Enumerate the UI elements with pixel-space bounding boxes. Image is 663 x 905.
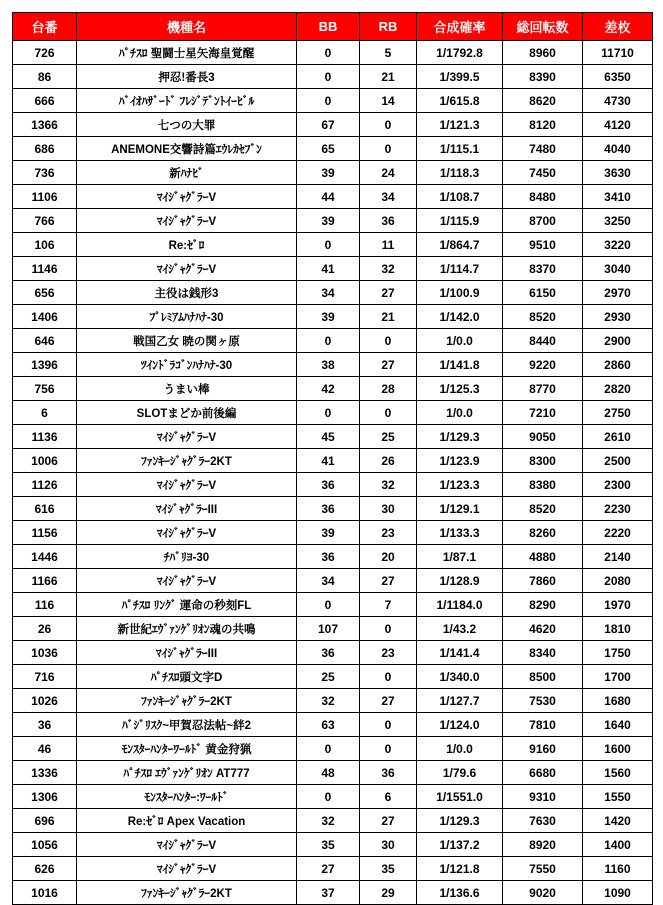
total-spins-cell: 8440: [503, 329, 583, 353]
rb-cell: 0: [360, 137, 417, 161]
bb-cell: 107: [297, 617, 360, 641]
medal-difference-cell: 2500: [583, 449, 653, 473]
table-row[interactable]: [13, 545, 653, 569]
rb-cell: 6: [360, 785, 417, 809]
rb-cell: 32: [360, 473, 417, 497]
rb-cell: 23: [360, 521, 417, 545]
medal-difference-cell: 1700: [583, 665, 653, 689]
total-spins-cell: 4620: [503, 617, 583, 641]
table-row[interactable]: [13, 593, 653, 617]
combined-rate-cell: 1/118.3: [417, 161, 503, 185]
rb-cell: 11: [360, 233, 417, 257]
machine-name-cell: 主役は銭形3: [77, 281, 297, 305]
combined-rate-cell: 1/115.1: [417, 137, 503, 161]
total-spins-cell: 8370: [503, 257, 583, 281]
machine-number-cell: 756: [13, 377, 77, 401]
table-row[interactable]: [13, 881, 653, 905]
rb-cell: 25: [360, 425, 417, 449]
machine-number-cell: 1306: [13, 785, 77, 809]
bb-cell: 36: [297, 641, 360, 665]
total-spins-cell: 4880: [503, 545, 583, 569]
rb-cell: 29: [360, 881, 417, 905]
combined-rate-cell: 1/1792.8: [417, 41, 503, 65]
table-row[interactable]: [13, 497, 653, 521]
combined-rate-cell: 1/129.1: [417, 497, 503, 521]
medal-difference-cell: 2140: [583, 545, 653, 569]
rb-cell: 7: [360, 593, 417, 617]
combined-rate-cell: 1/399.5: [417, 65, 503, 89]
machine-name-cell: ﾓﾝｽﾀｰﾊﾝﾀｰﾜｰﾙﾄﾞ 黄金狩猟: [77, 737, 297, 761]
machine-number-cell: 1406: [13, 305, 77, 329]
machine-name-cell: ﾂｲﾝﾄﾞﾗｺﾞﾝﾊﾅﾊﾅ-30: [77, 353, 297, 377]
combined-rate-cell: 1/133.3: [417, 521, 503, 545]
bb-cell: 39: [297, 161, 360, 185]
table-body: [13, 41, 653, 905]
combined-rate-cell: 1/129.3: [417, 809, 503, 833]
medal-difference-cell: 2820: [583, 377, 653, 401]
total-spins-cell: 8520: [503, 497, 583, 521]
machine-name-cell: ﾁﾊﾞﾘﾖ-30: [77, 545, 297, 569]
rb-cell: 21: [360, 65, 417, 89]
medal-difference-cell: 1680: [583, 689, 653, 713]
table-row[interactable]: [13, 713, 653, 737]
bb-cell: 48: [297, 761, 360, 785]
bb-cell: 45: [297, 425, 360, 449]
rb-cell: 5: [360, 41, 417, 65]
combined-rate-cell: 1/615.8: [417, 89, 503, 113]
rb-cell: 35: [360, 857, 417, 881]
machine-name-cell: ﾊﾟﾁｽﾛ 聖闘士星矢海皇覚醒: [77, 41, 297, 65]
combined-rate-cell: 1/100.9: [417, 281, 503, 305]
medal-difference-cell: 3250: [583, 209, 653, 233]
bb-cell: 0: [297, 329, 360, 353]
machine-number-cell: 1006: [13, 449, 77, 473]
table-header: [13, 13, 653, 41]
machine-name-cell: ﾊﾞｼﾞﾘｽｸ~甲賀忍法帖~絆2: [77, 713, 297, 737]
medal-difference-cell: 1600: [583, 737, 653, 761]
medal-difference-cell: 2900: [583, 329, 653, 353]
medal-difference-cell: 4730: [583, 89, 653, 113]
machine-number-cell: 726: [13, 41, 77, 65]
bb-cell: 41: [297, 449, 360, 473]
table-row[interactable]: [13, 257, 653, 281]
combined-rate-cell: 1/125.3: [417, 377, 503, 401]
machine-number-cell: 1166: [13, 569, 77, 593]
table-row[interactable]: [13, 137, 653, 161]
combined-rate-cell: 1/108.7: [417, 185, 503, 209]
bb-cell: 0: [297, 233, 360, 257]
table-row[interactable]: [13, 401, 653, 425]
medal-difference-cell: 6350: [583, 65, 653, 89]
slot-data-table: [12, 12, 653, 905]
total-spins-cell: 6150: [503, 281, 583, 305]
bb-cell: 0: [297, 737, 360, 761]
medal-difference-cell: 1560: [583, 761, 653, 785]
table-row[interactable]: [13, 41, 653, 65]
machine-name-cell: Re:ｾﾞﾛ: [77, 233, 297, 257]
medal-difference-cell: 4040: [583, 137, 653, 161]
combined-rate-cell: 1/1551.0: [417, 785, 503, 809]
header-row: [13, 13, 653, 41]
table-row[interactable]: [13, 89, 653, 113]
machine-name-cell: ﾏｲｼﾞｬｸﾞﾗｰV: [77, 857, 297, 881]
bb-cell: 32: [297, 809, 360, 833]
bb-cell: 27: [297, 857, 360, 881]
bb-cell: 65: [297, 137, 360, 161]
rb-cell: 0: [360, 713, 417, 737]
bb-cell: 0: [297, 65, 360, 89]
rb-cell: 32: [360, 257, 417, 281]
machine-number-cell: 36: [13, 713, 77, 737]
total-spins-cell: 8480: [503, 185, 583, 209]
rb-cell: 23: [360, 641, 417, 665]
machine-name-cell: Re:ｾﾞﾛ Apex Vacation: [77, 809, 297, 833]
machine-number-cell: 1126: [13, 473, 77, 497]
medal-difference-cell: 2230: [583, 497, 653, 521]
bb-cell: 39: [297, 209, 360, 233]
total-spins-cell: 9160: [503, 737, 583, 761]
machine-number-cell: 1396: [13, 353, 77, 377]
total-spins-cell: 7550: [503, 857, 583, 881]
machine-name-cell: ﾏｲｼﾞｬｸﾞﾗｰV: [77, 185, 297, 209]
combined-rate-cell: 1/43.2: [417, 617, 503, 641]
medal-difference-cell: 1400: [583, 833, 653, 857]
machine-name-cell: ﾊﾟﾁｽﾛ頭文字D: [77, 665, 297, 689]
machine-number-cell: 1136: [13, 425, 77, 449]
bb-cell: 44: [297, 185, 360, 209]
bb-cell: 39: [297, 305, 360, 329]
machine-number-cell: 106: [13, 233, 77, 257]
machine-number-cell: 686: [13, 137, 77, 161]
machine-name-cell: ﾏｲｼﾞｬｸﾞﾗｰV: [77, 257, 297, 281]
table-row[interactable]: [13, 833, 653, 857]
rb-cell: 30: [360, 833, 417, 857]
rb-cell: 27: [360, 689, 417, 713]
bb-cell: 0: [297, 785, 360, 809]
table-row[interactable]: [13, 329, 653, 353]
rb-cell: 36: [360, 761, 417, 785]
medal-difference-cell: 1970: [583, 593, 653, 617]
header-medal-difference[interactable]: 差枚: [583, 13, 653, 41]
machine-number-cell: 736: [13, 161, 77, 185]
combined-rate-cell: 1/142.0: [417, 305, 503, 329]
medal-difference-cell: 2300: [583, 473, 653, 497]
machine-number-cell: 766: [13, 209, 77, 233]
medal-difference-cell: 1420: [583, 809, 653, 833]
table-row[interactable]: [13, 857, 653, 881]
machine-name-cell: ﾏｲｼﾞｬｸﾞﾗｰV: [77, 473, 297, 497]
machine-number-cell: 716: [13, 665, 77, 689]
combined-rate-cell: 1/121.8: [417, 857, 503, 881]
machine-number-cell: 1016: [13, 881, 77, 905]
combined-rate-cell: 1/0.0: [417, 401, 503, 425]
bb-cell: 32: [297, 689, 360, 713]
table-row[interactable]: [13, 737, 653, 761]
header-total-spins[interactable]: 総回転数: [503, 13, 583, 41]
medal-difference-cell: 3220: [583, 233, 653, 257]
machine-name-cell: ﾏｲｼﾞｬｸﾞﾗｰV: [77, 569, 297, 593]
combined-rate-cell: 1/137.2: [417, 833, 503, 857]
machine-number-cell: 646: [13, 329, 77, 353]
total-spins-cell: 7630: [503, 809, 583, 833]
total-spins-cell: 9510: [503, 233, 583, 257]
table-row[interactable]: [13, 449, 653, 473]
medal-difference-cell: 2080: [583, 569, 653, 593]
machine-number-cell: 1026: [13, 689, 77, 713]
total-spins-cell: 8960: [503, 41, 583, 65]
medal-difference-cell: 2750: [583, 401, 653, 425]
machine-name-cell: ﾊﾟﾁｽﾛ ｴｳﾞｧﾝｹﾞﾘｵﾝ AT777: [77, 761, 297, 785]
total-spins-cell: 9310: [503, 785, 583, 809]
machine-name-cell: ﾏｲｼﾞｬｸﾞﾗｰIII: [77, 497, 297, 521]
machine-name-cell: ﾊﾞｲｵﾊｻﾞｰﾄﾞ ﾌﾚｼﾞﾃﾞﾝﾄｲｰﾋﾞﾙ: [77, 89, 297, 113]
bb-cell: 37: [297, 881, 360, 905]
table-row[interactable]: [13, 617, 653, 641]
machine-name-cell: 新ﾊﾅﾋﾞ: [77, 161, 297, 185]
rb-cell: 27: [360, 569, 417, 593]
header-rb[interactable]: RB: [360, 13, 417, 41]
table-row[interactable]: [13, 473, 653, 497]
machine-name-cell: ﾏｲｼﾞｬｸﾞﾗｰIII: [77, 641, 297, 665]
bb-cell: 36: [297, 497, 360, 521]
combined-rate-cell: 1/114.7: [417, 257, 503, 281]
table-row[interactable]: [13, 425, 653, 449]
rb-cell: 0: [360, 401, 417, 425]
combined-rate-cell: 1/79.6: [417, 761, 503, 785]
total-spins-cell: 8770: [503, 377, 583, 401]
machine-number-cell: 1146: [13, 257, 77, 281]
medal-difference-cell: 2930: [583, 305, 653, 329]
total-spins-cell: 7810: [503, 713, 583, 737]
table-row[interactable]: [13, 761, 653, 785]
machine-name-cell: ﾏｲｼﾞｬｸﾞﾗｰV: [77, 209, 297, 233]
rb-cell: 0: [360, 617, 417, 641]
combined-rate-cell: 1/0.0: [417, 737, 503, 761]
total-spins-cell: 9220: [503, 353, 583, 377]
machine-name-cell: ﾌｧﾝｷｰｼﾞｬｸﾞﾗｰ2KT: [77, 881, 297, 905]
table-row[interactable]: [13, 281, 653, 305]
table-row[interactable]: [13, 65, 653, 89]
machine-number-cell: 6: [13, 401, 77, 425]
total-spins-cell: 7480: [503, 137, 583, 161]
combined-rate-cell: 1/141.8: [417, 353, 503, 377]
machine-name-cell: 七つの大罪: [77, 113, 297, 137]
combined-rate-cell: 1/129.3: [417, 425, 503, 449]
machine-number-cell: 1446: [13, 545, 77, 569]
medal-difference-cell: 1160: [583, 857, 653, 881]
medal-difference-cell: 1090: [583, 881, 653, 905]
rb-cell: 0: [360, 665, 417, 689]
rb-cell: 24: [360, 161, 417, 185]
machine-number-cell: 1056: [13, 833, 77, 857]
machine-name-cell: ﾏｲｼﾞｬｸﾞﾗｰV: [77, 521, 297, 545]
table-row[interactable]: [13, 665, 653, 689]
combined-rate-cell: 1/340.0: [417, 665, 503, 689]
combined-rate-cell: 1/124.0: [417, 713, 503, 737]
machine-number-cell: 656: [13, 281, 77, 305]
medal-difference-cell: 1640: [583, 713, 653, 737]
medal-difference-cell: 2860: [583, 353, 653, 377]
machine-name-cell: ﾌﾟﾚﾐｱﾑﾊﾅﾊﾅ-30: [77, 305, 297, 329]
bb-cell: 41: [297, 257, 360, 281]
medal-difference-cell: 2970: [583, 281, 653, 305]
bb-cell: 25: [297, 665, 360, 689]
table-row[interactable]: [13, 233, 653, 257]
total-spins-cell: 8300: [503, 449, 583, 473]
combined-rate-cell: 1/141.4: [417, 641, 503, 665]
combined-rate-cell: 1/123.3: [417, 473, 503, 497]
total-spins-cell: 8920: [503, 833, 583, 857]
bb-cell: 0: [297, 89, 360, 113]
machine-number-cell: 1336: [13, 761, 77, 785]
rb-cell: 21: [360, 305, 417, 329]
total-spins-cell: 9050: [503, 425, 583, 449]
machine-name-cell: 押忍!番長3: [77, 65, 297, 89]
medal-difference-cell: 3630: [583, 161, 653, 185]
header-machine-number[interactable]: 台番: [13, 13, 77, 41]
table-row[interactable]: [13, 305, 653, 329]
machine-name-cell: うまい棒: [77, 377, 297, 401]
table-row[interactable]: [13, 113, 653, 137]
machine-name-cell: ANEMONE交響詩篇ｴｳﾚｶｾﾌﾞﾝ: [77, 137, 297, 161]
total-spins-cell: 7210: [503, 401, 583, 425]
combined-rate-cell: 1/115.9: [417, 209, 503, 233]
total-spins-cell: 8500: [503, 665, 583, 689]
medal-difference-cell: 2220: [583, 521, 653, 545]
table-row[interactable]: [13, 569, 653, 593]
bb-cell: 39: [297, 521, 360, 545]
rb-cell: 27: [360, 281, 417, 305]
medal-difference-cell: 1810: [583, 617, 653, 641]
total-spins-cell: 8120: [503, 113, 583, 137]
table-row[interactable]: [13, 209, 653, 233]
rb-cell: 0: [360, 329, 417, 353]
rb-cell: 30: [360, 497, 417, 521]
combined-rate-cell: 1/87.1: [417, 545, 503, 569]
total-spins-cell: 6680: [503, 761, 583, 785]
table-row[interactable]: [13, 521, 653, 545]
table-row[interactable]: [13, 689, 653, 713]
bb-cell: 34: [297, 569, 360, 593]
combined-rate-cell: 1/0.0: [417, 329, 503, 353]
medal-difference-cell: 2610: [583, 425, 653, 449]
machine-name-cell: ﾌｧﾝｷｰｼﾞｬｸﾞﾗｰ2KT: [77, 689, 297, 713]
combined-rate-cell: 1/1184.0: [417, 593, 503, 617]
bb-cell: 0: [297, 401, 360, 425]
medal-difference-cell: 3040: [583, 257, 653, 281]
total-spins-cell: 9020: [503, 881, 583, 905]
total-spins-cell: 8700: [503, 209, 583, 233]
total-spins-cell: 8340: [503, 641, 583, 665]
bb-cell: 35: [297, 833, 360, 857]
total-spins-cell: 8390: [503, 65, 583, 89]
total-spins-cell: 7530: [503, 689, 583, 713]
bb-cell: 63: [297, 713, 360, 737]
medal-difference-cell: 4120: [583, 113, 653, 137]
bb-cell: 0: [297, 41, 360, 65]
machine-name-cell: 新世紀ｴｳﾞｧﾝｹﾞﾘｵﾝ魂の共鳴: [77, 617, 297, 641]
machine-number-cell: 1036: [13, 641, 77, 665]
bb-cell: 36: [297, 473, 360, 497]
bb-cell: 38: [297, 353, 360, 377]
table-row[interactable]: [13, 809, 653, 833]
bb-cell: 34: [297, 281, 360, 305]
medal-difference-cell: 3410: [583, 185, 653, 209]
total-spins-cell: 8620: [503, 89, 583, 113]
header-combined-rate[interactable]: 合成確率: [417, 13, 503, 41]
bb-cell: 42: [297, 377, 360, 401]
rb-cell: 27: [360, 353, 417, 377]
total-spins-cell: 8260: [503, 521, 583, 545]
medal-difference-cell: 1550: [583, 785, 653, 809]
total-spins-cell: 8380: [503, 473, 583, 497]
table-row[interactable]: [13, 353, 653, 377]
combined-rate-cell: 1/136.6: [417, 881, 503, 905]
medal-difference-cell: 11710: [583, 41, 653, 65]
rb-cell: 28: [360, 377, 417, 401]
bb-cell: 36: [297, 545, 360, 569]
header-bb[interactable]: BB: [297, 13, 360, 41]
total-spins-cell: 8290: [503, 593, 583, 617]
table-row[interactable]: [13, 161, 653, 185]
rb-cell: 20: [360, 545, 417, 569]
rb-cell: 36: [360, 209, 417, 233]
total-spins-cell: 8520: [503, 305, 583, 329]
combined-rate-cell: 1/127.7: [417, 689, 503, 713]
machine-number-cell: 116: [13, 593, 77, 617]
combined-rate-cell: 1/123.9: [417, 449, 503, 473]
rb-cell: 14: [360, 89, 417, 113]
total-spins-cell: 7860: [503, 569, 583, 593]
table-row[interactable]: [13, 641, 653, 665]
machine-number-cell: 626: [13, 857, 77, 881]
machine-number-cell: 696: [13, 809, 77, 833]
rb-cell: 26: [360, 449, 417, 473]
combined-rate-cell: 1/121.3: [417, 113, 503, 137]
machine-number-cell: 46: [13, 737, 77, 761]
combined-rate-cell: 1/864.7: [417, 233, 503, 257]
machine-name-cell: ﾓﾝｽﾀｰﾊﾝﾀｰ:ﾜｰﾙﾄﾞ: [77, 785, 297, 809]
total-spins-cell: 7450: [503, 161, 583, 185]
table-row[interactable]: [13, 785, 653, 809]
machine-name-cell: ﾊﾟﾁｽﾛ ﾘﾝｸﾞ 運命の秒刻FL: [77, 593, 297, 617]
machine-name-cell: ﾏｲｼﾞｬｸﾞﾗｰV: [77, 833, 297, 857]
machine-number-cell: 1366: [13, 113, 77, 137]
machine-name-cell: SLOTまどか前後編: [77, 401, 297, 425]
machine-number-cell: 26: [13, 617, 77, 641]
combined-rate-cell: 1/128.9: [417, 569, 503, 593]
machine-number-cell: 1156: [13, 521, 77, 545]
machine-number-cell: 1106: [13, 185, 77, 209]
rb-cell: 27: [360, 809, 417, 833]
table-row[interactable]: [13, 185, 653, 209]
bb-cell: 67: [297, 113, 360, 137]
rb-cell: 0: [360, 113, 417, 137]
machine-name-cell: 戦国乙女 暁の関ヶ原: [77, 329, 297, 353]
table-row[interactable]: [13, 377, 653, 401]
header-machine-name[interactable]: 機種名: [77, 13, 297, 41]
bb-cell: 0: [297, 593, 360, 617]
machine-number-cell: 616: [13, 497, 77, 521]
medal-difference-cell: 1750: [583, 641, 653, 665]
machine-name-cell: ﾌｧﾝｷｰｼﾞｬｸﾞﾗｰ2KT: [77, 449, 297, 473]
machine-name-cell: ﾏｲｼﾞｬｸﾞﾗｰV: [77, 425, 297, 449]
machine-number-cell: 86: [13, 65, 77, 89]
rb-cell: 34: [360, 185, 417, 209]
rb-cell: 0: [360, 737, 417, 761]
machine-number-cell: 666: [13, 89, 77, 113]
